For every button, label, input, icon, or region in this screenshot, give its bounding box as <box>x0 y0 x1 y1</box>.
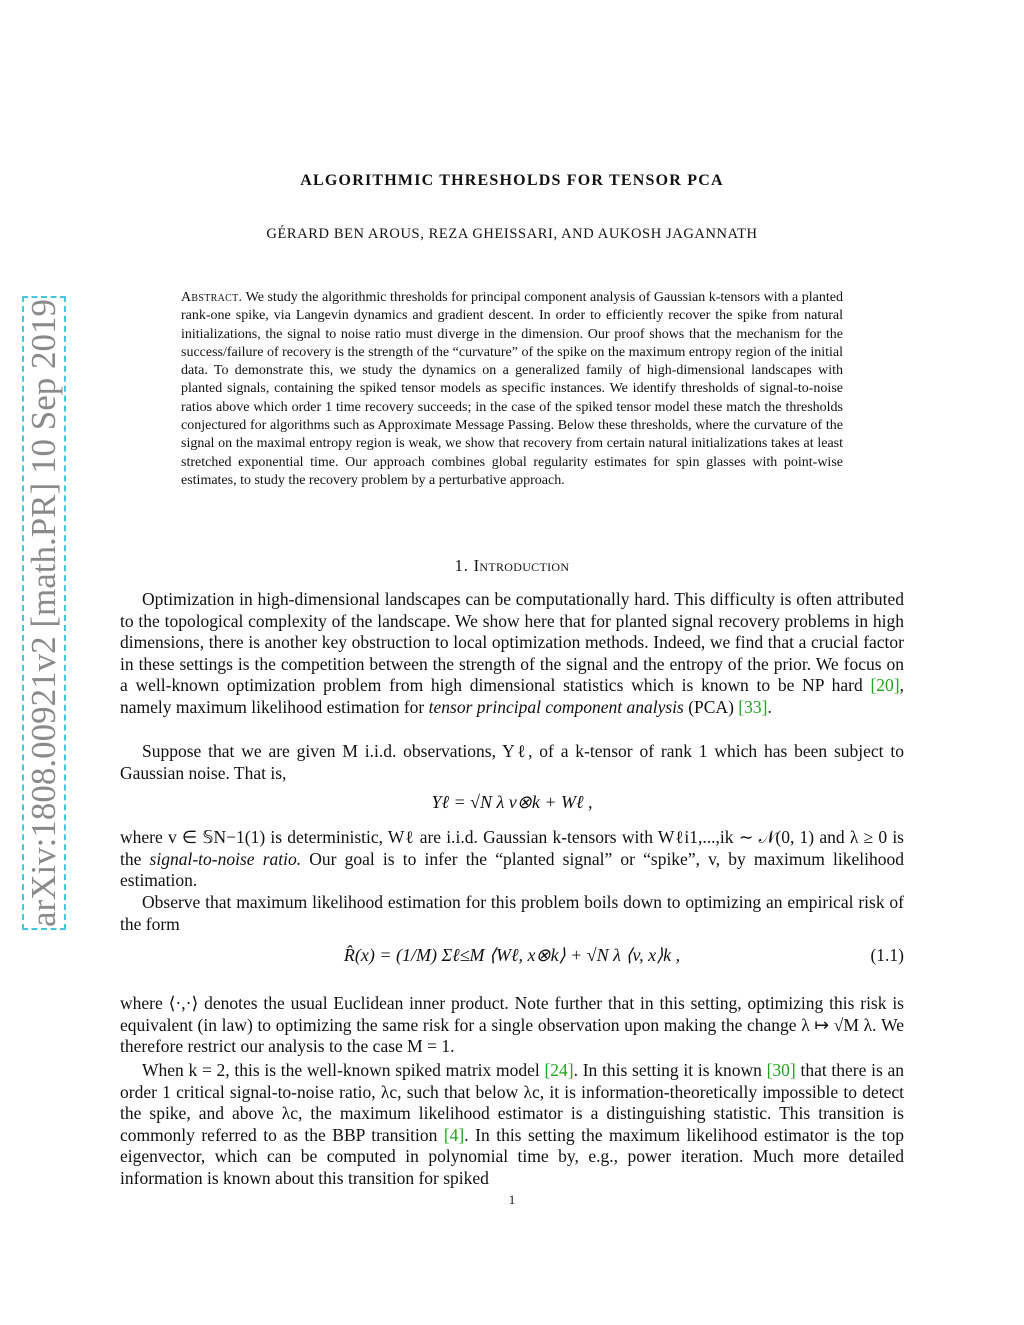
p3-emphasis: signal-to-noise ratio. <box>149 848 302 869</box>
p6-text-c: that there is an order 1 critical signal-to-noise ratio, λc, such that below λc, it is information-theoretically impossible to detect the spike, and above λc, the maximum likelihood estimator is a distinguishing statistic. This transition is commonly referred to as the BBP transition <box>120 1060 905 1145</box>
p1-mid: , namely maximum likelihood estimation for <box>120 675 904 717</box>
citation-33[interactable]: [33] <box>738 696 768 717</box>
p3-text-a: where v ∈ 𝕊N−1(1) is deterministic, Wℓ are i.i.d. Gaussian k-tensors with Wℓi1,...,ik ∼ 𝒩(0, 1) and λ ≥ 0 is the <box>120 827 904 869</box>
arxiv-stamp-text: arXiv:1808.00921v2 [math.PR] 10 Sep 2019 <box>24 298 63 928</box>
paper-title: ALGORITHMIC THRESHOLDS FOR TENSOR PCA <box>300 172 724 189</box>
p2-text: Suppose that we are given M i.i.d. observations, Yℓ, of a k-tensor of rank 1 which has been subject to Gaussian noise. That is, <box>120 741 904 783</box>
p4-text: Observe that maximum likelihood estimation for this problem boils down to optimizing an empirical risk of the form <box>120 892 904 934</box>
abstract <box>181 289 843 490</box>
intro-paragraph-3 <box>120 827 904 892</box>
citation-24[interactable]: [24] <box>544 1060 574 1080</box>
equation-number: (1.1) <box>870 945 904 965</box>
arxiv-stamp <box>22 296 66 930</box>
paper-authors: GÉRARD BEN AROUS, REZA GHEISSARI, AND AUKOSH JAGANNATH <box>266 226 758 242</box>
citation-20[interactable]: [20] <box>870 675 900 696</box>
intro-paragraph-6 <box>120 1060 904 1190</box>
p1-text: Optimization in high-dimensional landscapes can be computationally hard. This difficulty is often attributed to the topological complexity of the landscape. We show here that for planted signal recovery problems in high dimensions, there is another key obstruction to local optimization methods. Indeed, we find that a crucial factor in these settings is the competition between the strength of the signal and the entropy of the prior. We focus on a well-known optimization problem from high dimensional statistics which is known to be NP hard <box>120 589 904 696</box>
intro-paragraph-5 <box>120 993 904 1058</box>
citation-4[interactable]: [4] <box>443 1124 465 1145</box>
intro-paragraph-2 <box>120 741 904 784</box>
page-number: 1 <box>508 1192 516 1207</box>
citation-30[interactable]: [30] <box>766 1060 796 1080</box>
section-heading <box>120 556 904 576</box>
p5-text: where ⟨·,·⟩ denotes the usual Euclidean inner product. Note further that in this setting, optimizing this risk is equivalent (in law) to optimizing the same risk for a single observation upon making the change λ ↦ √M λ. We therefore restrict our analysis to the case M = 1. <box>120 993 904 1057</box>
p1-emphasis: tensor principal component analysis <box>428 696 684 717</box>
intro-paragraph-1 <box>120 589 904 719</box>
abstract-text: We study the algorithmic thresholds for principal component analysis of Gaussian k-tensors with a planted rank-one spike, via Langevin dynamics and gradient descent. In order to efficiently recover the spike from natural initializations, the signal to noise ratio must diverge in the dimension. Our proof shows that the mechanism for the success/failure of recovery is the strength of the “curvature” of the spike on the maximum entropy region of the initial data. To demonstrate this, we study the dynamics on a generalized family of high-dimensional landscapes with planted signals, containing the spiked tensor models as specific instances. We identify thresholds of signal-to-noise ratios above which order 1 time recovery succeeds; in the case of the spiked tensor model these match the thresholds conjectured for algorithms such as Approximate Message Passing. Below these thresholds, where the curvature of the signal on the maximal entropy region is weak, we show that recovery from certain natural initializations takes at least stretched exponential time. Our approach combines global regularity estimates for spin glasses with point-wise estimates, to study the recovery problem by a perturbative approach. <box>181 290 844 488</box>
section-number: 1. <box>454 556 469 575</box>
p6-text-b: . In this setting it is known <box>573 1060 762 1080</box>
equation-observation: Yℓ = √N λ v⊗k + Wℓ , <box>431 792 593 812</box>
p1-end: . <box>767 696 772 717</box>
p6-text-d: . In this setting the maximum likelihood estimator is the top eigenvector, which can be computed in polynomial time by, e.g., power iteration. Much more detailed information is known about this transition for spiked <box>120 1124 905 1188</box>
p3-text-b: Our goal is to infer the “planted signal” or “spike”, v, by maximum likelihood estimation. <box>120 848 904 891</box>
p6-text-a: When k = 2, this is the well-known spiked matrix model <box>142 1060 540 1080</box>
abstract-label: Abstract. <box>181 290 243 305</box>
section-title: Introduction <box>473 556 570 575</box>
equation-empirical-risk: R̂(x) = (1/M) Σℓ≤M ⟨Wℓ, x⊗k⟩ + √N λ ⟨v, x⟩k , <box>343 945 681 965</box>
p1-after: (PCA) <box>688 696 734 717</box>
intro-paragraph-4 <box>120 892 904 935</box>
